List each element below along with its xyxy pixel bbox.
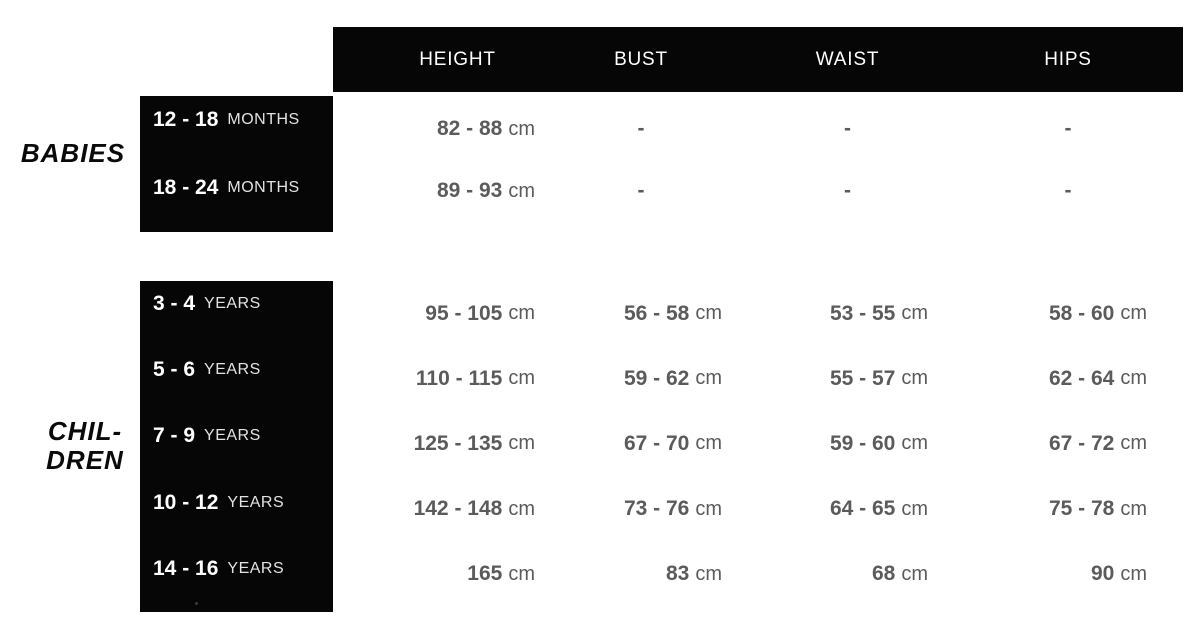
measurement-range: 75 - 78 (1048, 497, 1115, 521)
waist-value (760, 411, 965, 476)
measurement-range: 110 - 115 (415, 366, 503, 390)
measurement-unit: cm (695, 432, 722, 455)
height-value (333, 477, 560, 542)
measurement-range: 165 (467, 562, 503, 586)
waist-value-empty (745, 160, 950, 222)
age-range: 12 - 18 (153, 108, 219, 131)
group-label-line: BABIES (20, 138, 126, 168)
age-row-12-18-months (140, 86, 333, 154)
hips-value (965, 477, 1183, 542)
height-value (333, 542, 560, 607)
age-unit: MONTHS (227, 111, 300, 128)
group-label-children (12, 417, 158, 475)
measurement-range: 67 - 70 (623, 431, 690, 455)
column-header-height: HEIGHT (419, 48, 496, 70)
column-header-hips: HIPS (1044, 48, 1092, 70)
height-value (333, 160, 560, 222)
age-range: 14 - 16 (153, 556, 219, 580)
hips-value (965, 542, 1183, 607)
hips-value (965, 346, 1183, 411)
measurement-unit: cm (695, 562, 722, 585)
measurement-range: 83 (665, 562, 690, 586)
measurement-range: 82 - 88 (436, 117, 503, 140)
bust-value (560, 477, 760, 542)
measurement-unit: cm (901, 497, 928, 520)
bust-value-empty (541, 160, 741, 222)
measurement-range: 58 - 60 (1048, 301, 1115, 325)
height-value (333, 281, 560, 346)
measurement-range: 55 - 57 (829, 366, 896, 390)
measurement-range: 59 - 60 (829, 431, 896, 455)
babies-age-box (140, 96, 333, 232)
group-label-babies (0, 139, 146, 168)
age-unit: YEARS (204, 361, 261, 379)
hips-value-empty (959, 160, 1177, 222)
babies-values-grid (333, 98, 1183, 222)
age-row-18-24-months (140, 154, 333, 222)
height-value (333, 346, 560, 411)
age-range: 18 - 24 (153, 176, 219, 199)
measurement-range: 90 (1090, 562, 1115, 586)
bust-value-empty (541, 98, 741, 160)
no-data-dash: - (1064, 117, 1072, 140)
no-data-dash: - (637, 117, 645, 140)
measurement-unit: cm (901, 432, 928, 455)
age-range: 7 - 9 (153, 424, 196, 448)
age-range: 5 - 6 (153, 358, 196, 382)
age-unit: YEARS (204, 295, 261, 313)
age-range: 3 - 4 (153, 292, 196, 316)
artifact-dot (195, 602, 198, 605)
measurement-unit: cm (901, 302, 928, 325)
measurement-unit: cm (508, 432, 535, 455)
waist-value (760, 281, 965, 346)
bust-value (560, 411, 760, 476)
measurement-unit: cm (1120, 302, 1147, 325)
group-label-line: CHIL- (47, 416, 123, 446)
table-header-bar (333, 27, 1183, 92)
age-row-10-12-years (140, 470, 333, 536)
age-row-14-16-years (140, 536, 333, 602)
measurement-unit: cm (695, 367, 722, 390)
no-data-dash: - (1064, 179, 1072, 202)
no-data-dash: - (637, 179, 645, 202)
measurement-range: 142 - 148 (413, 497, 503, 521)
age-row-3-4-years (140, 271, 333, 337)
age-unit: YEARS (204, 427, 261, 445)
hips-value-empty (959, 98, 1177, 160)
bust-value (560, 542, 760, 607)
height-value (333, 98, 560, 160)
measurement-range: 68 (871, 562, 896, 586)
measurement-unit: cm (1120, 562, 1147, 585)
measurement-range: 95 - 105 (425, 301, 503, 325)
waist-value (760, 477, 965, 542)
measurement-unit: cm (508, 497, 535, 520)
bust-value (560, 346, 760, 411)
measurement-unit: cm (508, 179, 535, 202)
measurement-range: 62 - 64 (1048, 366, 1115, 390)
measurement-unit: cm (508, 367, 535, 390)
measurement-range: 67 - 72 (1048, 431, 1115, 455)
hips-value (965, 411, 1183, 476)
measurement-range: 64 - 65 (829, 497, 896, 521)
column-header-waist: WAIST (815, 48, 880, 70)
measurement-range: 56 - 58 (623, 301, 690, 325)
measurement-unit: cm (508, 302, 535, 325)
measurement-range: 125 - 135 (413, 431, 503, 455)
measurement-unit: cm (695, 302, 722, 325)
children-age-box (140, 281, 333, 612)
height-value (333, 411, 560, 476)
no-data-dash: - (844, 117, 851, 140)
hips-value (965, 281, 1183, 346)
age-unit: YEARS (227, 559, 285, 577)
children-values-grid (333, 281, 1183, 607)
bust-value (560, 281, 760, 346)
measurement-range: 53 - 55 (829, 301, 896, 325)
measurement-range: 89 - 93 (436, 179, 503, 202)
measurement-unit: cm (695, 497, 722, 520)
measurement-unit: cm (901, 562, 928, 585)
measurement-unit: cm (1120, 497, 1147, 520)
waist-value (760, 346, 965, 411)
measurement-range: 73 - 76 (623, 497, 690, 521)
measurement-unit: cm (1120, 432, 1147, 455)
measurement-unit: cm (508, 117, 535, 140)
age-row-5-6-years (140, 337, 333, 403)
waist-value (760, 542, 965, 607)
age-unit: YEARS (227, 493, 285, 511)
age-range: 10 - 12 (153, 490, 219, 514)
waist-value-empty (745, 98, 950, 160)
no-data-dash: - (844, 179, 851, 202)
column-header-bust: BUST (614, 48, 668, 70)
age-row-7-9-years (140, 403, 333, 469)
age-unit: MONTHS (227, 179, 300, 196)
measurement-range: 59 - 62 (623, 366, 690, 390)
measurement-unit: cm (508, 562, 535, 585)
group-label-line: DREN (46, 445, 124, 475)
measurement-unit: cm (901, 367, 928, 390)
measurement-unit: cm (1120, 367, 1147, 390)
